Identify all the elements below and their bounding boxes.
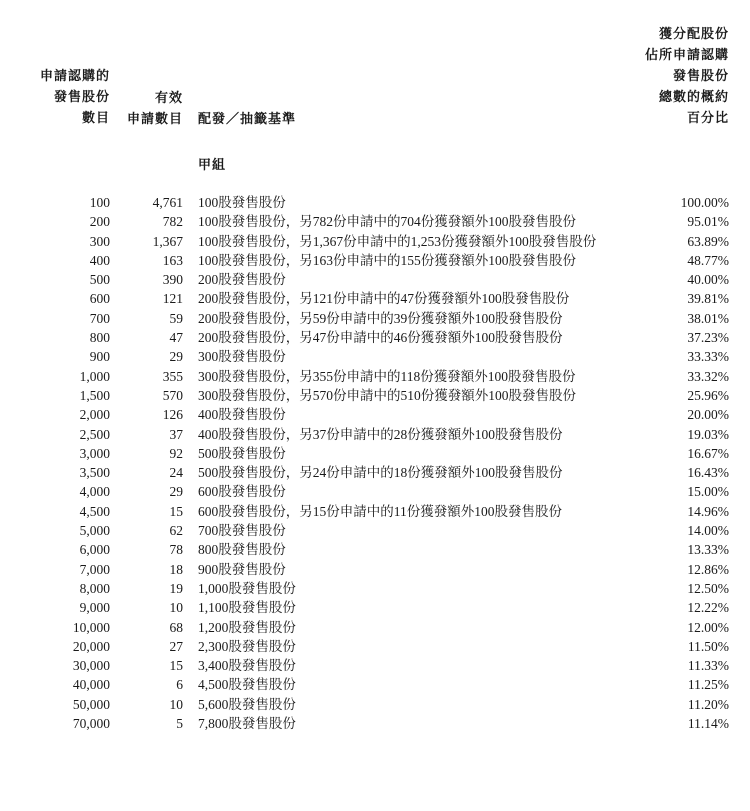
cell-valid-applications: 29 <box>169 349 183 365</box>
cell-qty: 300 <box>89 233 110 249</box>
cell-qty: 700 <box>89 310 110 326</box>
table-row <box>0 540 750 559</box>
cell-percentage: 14.96% <box>687 503 729 519</box>
cell-percentage: 39.81% <box>687 291 729 307</box>
cell-percentage: 12.86% <box>687 561 729 577</box>
table-row <box>0 656 750 675</box>
cell-allotment-basis: 500股發售股份，另24份申請中的18份獲發額外100股發售股份 <box>198 465 563 481</box>
cell-allotment-basis: 200股發售股份，另47份申請中的46份獲發額外100股發售股份 <box>198 330 563 346</box>
table-row <box>0 309 750 328</box>
table-row <box>0 386 750 405</box>
cell-qty: 40,000 <box>72 677 110 693</box>
cell-allotment-basis: 200股發售股份，另121份申請中的47份獲發額外100股發售股份 <box>198 291 570 307</box>
cell-percentage: 12.00% <box>687 619 729 635</box>
cell-allotment-basis: 300股發售股份 <box>198 349 286 365</box>
cell-valid-applications: 163 <box>162 252 183 268</box>
cell-qty: 800 <box>89 330 110 346</box>
cell-qty: 600 <box>89 291 110 307</box>
cell-allotment-basis: 600股發售股份，另15份申請中的11份獲發額外100股發售股份 <box>198 503 562 519</box>
cell-percentage: 95.01% <box>687 214 729 230</box>
cell-valid-applications: 19 <box>169 580 183 596</box>
cell-valid-applications: 18 <box>169 561 183 577</box>
table-row <box>0 618 750 637</box>
cell-allotment-basis: 400股發售股份，另37份申請中的28份獲發額外100股發售股份 <box>198 426 563 442</box>
cell-allotment-basis: 900股發售股份 <box>198 561 286 577</box>
cell-valid-applications: 15 <box>169 658 183 674</box>
cell-valid-applications: 78 <box>169 542 183 558</box>
cell-allotment-basis: 2,300股發售股份 <box>198 638 296 654</box>
cell-qty: 5,000 <box>79 523 110 539</box>
cell-valid-applications: 4,761 <box>152 195 183 210</box>
cell-allotment-basis: 400股發售股份 <box>198 407 286 423</box>
cell-valid-applications: 570 <box>162 387 183 403</box>
header-valid-applications: 有效 申請數目 <box>126 91 183 127</box>
table-row <box>0 232 750 251</box>
allotment-table <box>0 193 750 733</box>
cell-allotment-basis: 3,400股發售股份 <box>198 658 296 674</box>
cell-qty: 3,500 <box>79 465 110 481</box>
cell-percentage: 11.14% <box>687 716 729 732</box>
table-row <box>0 289 750 308</box>
cell-allotment-basis: 100股發售股份，另782份申請中的704份獲發額外100股發售股份 <box>198 214 576 230</box>
table-row <box>0 695 750 714</box>
cell-valid-applications: 15 <box>169 503 183 519</box>
cell-allotment-basis: 5,600股發售股份 <box>198 696 296 712</box>
cell-percentage: 40.00% <box>687 272 729 288</box>
cell-qty: 4,500 <box>79 503 110 519</box>
cell-qty: 50,000 <box>72 696 110 712</box>
group-label: 甲組 <box>198 158 227 173</box>
cell-percentage: 33.32% <box>687 368 729 384</box>
table-row <box>0 328 750 347</box>
cell-valid-applications: 5 <box>176 716 183 732</box>
table-row <box>0 367 750 386</box>
table-row <box>0 482 750 501</box>
cell-valid-applications: 390 <box>162 272 183 288</box>
cell-allotment-basis: 300股發售股份，另355份申請中的118份獲發額外100股發售股份 <box>198 368 576 384</box>
table-row <box>0 270 750 289</box>
cell-percentage: 12.50% <box>687 580 729 596</box>
cell-qty: 20,000 <box>72 638 110 654</box>
cell-valid-applications: 59 <box>169 310 183 326</box>
cell-allotment-basis: 100股發售股份，另1,367份申請中的1,253份獲發額外100股發售股份 <box>198 233 597 249</box>
table-row <box>0 425 750 444</box>
cell-qty: 900 <box>89 349 110 365</box>
cell-percentage: 15.00% <box>687 484 729 500</box>
table-row <box>0 444 750 463</box>
table-row <box>0 463 750 482</box>
table-row <box>0 675 750 694</box>
cell-allotment-basis: 1,200股發售股份 <box>198 619 296 635</box>
cell-qty: 100 <box>89 195 110 210</box>
cell-valid-applications: 24 <box>169 465 183 481</box>
cell-qty: 4,000 <box>79 484 110 500</box>
cell-percentage: 11.50% <box>687 638 729 654</box>
cell-qty: 8,000 <box>79 580 110 596</box>
cell-percentage: 13.33% <box>687 542 729 558</box>
cell-percentage: 25.96% <box>687 387 729 403</box>
cell-qty: 9,000 <box>79 600 110 616</box>
cell-allotment-basis: 1,100股發售股份 <box>198 600 296 616</box>
cell-qty: 2,000 <box>79 407 110 423</box>
table-row <box>0 598 750 617</box>
cell-qty: 200 <box>89 214 110 230</box>
cell-valid-applications: 29 <box>169 484 183 500</box>
cell-percentage: 38.01% <box>687 310 729 326</box>
cell-valid-applications: 6 <box>176 677 183 693</box>
cell-valid-applications: 121 <box>162 291 183 307</box>
cell-allotment-basis: 100股發售股份 <box>198 195 286 210</box>
table-row <box>0 560 750 579</box>
cell-valid-applications: 62 <box>169 523 183 539</box>
table-row <box>0 347 750 366</box>
table-row <box>0 714 750 733</box>
cell-percentage: 11.20% <box>687 696 729 712</box>
cell-percentage: 63.89% <box>687 233 729 249</box>
cell-qty: 500 <box>89 272 110 288</box>
table-row <box>0 502 750 521</box>
cell-percentage: 14.00% <box>687 523 729 539</box>
table-row <box>0 637 750 656</box>
cell-valid-applications: 126 <box>162 407 183 423</box>
header-approx-percentage: 獲分配股份 佔所申請認購 發售股份 總數的概約 百分比 <box>644 27 729 126</box>
cell-allotment-basis: 300股發售股份，另570份申請中的510份獲發額外100股發售股份 <box>198 387 576 403</box>
header-allotment-basis: 配發／抽籤基準 <box>198 112 297 127</box>
cell-valid-applications: 10 <box>169 600 183 616</box>
cell-allotment-basis: 100股發售股份，另163份申請中的155份獲發額外100股發售股份 <box>198 252 576 268</box>
cell-qty: 400 <box>89 252 110 268</box>
cell-allotment-basis: 200股發售股份 <box>198 272 286 288</box>
cell-qty: 6,000 <box>79 542 110 558</box>
table-row <box>0 212 750 231</box>
cell-valid-applications: 1,367 <box>152 233 183 249</box>
cell-allotment-basis: 1,000股發售股份 <box>198 580 296 596</box>
table-row <box>0 579 750 598</box>
cell-valid-applications: 92 <box>169 445 183 461</box>
cell-percentage: 12.22% <box>687 600 729 616</box>
cell-qty: 1,000 <box>79 368 110 384</box>
cell-valid-applications: 782 <box>162 214 183 230</box>
cell-qty: 10,000 <box>72 619 110 635</box>
cell-percentage: 19.03% <box>687 426 729 442</box>
cell-allotment-basis: 200股發售股份，另59份申請中的39份獲發額外100股發售股份 <box>198 310 563 326</box>
table-row <box>0 405 750 424</box>
cell-percentage: 48.77% <box>687 252 729 268</box>
cell-percentage: 33.33% <box>687 349 729 365</box>
cell-allotment-basis: 4,500股發售股份 <box>198 677 296 693</box>
cell-percentage: 37.23% <box>687 330 729 346</box>
cell-valid-applications: 47 <box>169 330 183 346</box>
cell-allotment-basis: 500股發售股份 <box>198 445 286 461</box>
cell-allotment-basis: 700股發售股份 <box>198 523 286 539</box>
table-row <box>0 521 750 540</box>
cell-qty: 3,000 <box>79 445 110 461</box>
cell-valid-applications: 68 <box>169 619 183 635</box>
cell-percentage: 20.00% <box>687 407 729 423</box>
cell-qty: 1,500 <box>79 387 110 403</box>
cell-qty: 30,000 <box>72 658 110 674</box>
cell-percentage: 16.67% <box>687 445 729 461</box>
table-row <box>0 251 750 270</box>
cell-percentage: 100.00% <box>680 195 729 210</box>
cell-percentage: 11.25% <box>687 677 729 693</box>
header-qty: 申請認購的 發售股份 數目 <box>39 69 110 126</box>
cell-allotment-basis: 600股發售股份 <box>198 484 286 500</box>
cell-qty: 2,500 <box>79 426 110 442</box>
table-row <box>0 193 750 212</box>
cell-qty: 7,000 <box>79 561 110 577</box>
cell-qty: 70,000 <box>72 716 110 732</box>
cell-allotment-basis: 800股發售股份 <box>198 542 286 558</box>
cell-valid-applications: 355 <box>162 368 183 384</box>
cell-valid-applications: 37 <box>169 426 183 442</box>
cell-valid-applications: 10 <box>169 696 183 712</box>
cell-percentage: 11.33% <box>687 658 729 674</box>
cell-valid-applications: 27 <box>169 638 183 654</box>
cell-allotment-basis: 7,800股發售股份 <box>198 716 296 732</box>
cell-percentage: 16.43% <box>687 465 729 481</box>
